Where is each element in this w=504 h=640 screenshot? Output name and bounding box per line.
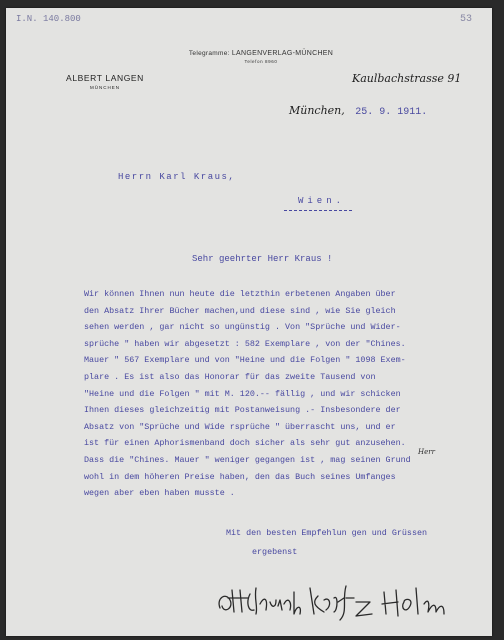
closing: Mit den besten Empfehlun gen und Grüssen <box>226 528 428 538</box>
body-line: ist für einen Aphorismenband doch sicher als sehr gut anzusehen. <box>84 438 406 449</box>
closing-2: ergebenst <box>252 547 298 557</box>
place-date <box>289 101 427 119</box>
body-line: Absatz von "Sprüche und Wide rsprüche " überrascht uns, und er <box>84 421 396 432</box>
telegram-address: LANGENVERLAG-MÜNCHEN <box>231 50 334 57</box>
body-line: Ihnen dieses gleichzeitig mit Postanweisung .- Insbesondere der <box>84 405 401 416</box>
street-address: Kaulbachstrasse 91 <box>352 72 462 85</box>
salutation: Sehr geehrter Herr Kraus ! <box>192 254 333 264</box>
body-line: Dass die "Chines. Mauer " weniger gegangen ist , mag seinen Grund <box>84 454 411 465</box>
body-line: sehen werden , gar nicht so ungünstig . Von "Sprüche und Wider- <box>84 322 401 333</box>
body-line: Mauer " 567 Exemplare und von "Heine und die Folgen " 1098 Exem- <box>84 355 406 366</box>
place: München, <box>289 104 345 117</box>
body-line: wegen aber eben haben musste . <box>84 488 235 499</box>
page-number: 53 <box>459 14 472 25</box>
letter-date: 25. 9. 1911. <box>355 107 428 118</box>
letter-body <box>84 289 411 505</box>
signature <box>214 576 474 626</box>
recipient-city: Wien. <box>298 196 346 206</box>
body-line: den Absatz Ihrer Bücher machen,und diese sind , wie Sie gleich <box>84 305 396 316</box>
recipient: Herrn Karl Kraus, <box>118 172 236 182</box>
body-line: Wir können Ihnen nun heute die letzthin erbetenen Angaben über <box>84 289 396 299</box>
publisher-name: ALBERT LANGEN <box>66 73 144 83</box>
publisher-block <box>60 73 150 90</box>
archive-stamp: I.N. 140.800 <box>16 14 81 24</box>
telegram-label: Telegramme: <box>188 50 230 57</box>
letterhead-telegram <box>146 50 376 64</box>
publisher-city: MÜNCHEN <box>90 85 120 90</box>
phone-number: Telefon 8960 <box>244 59 278 64</box>
body-line: plare . Es ist also das Honorar für das zweite Tausend von <box>84 371 376 382</box>
body-line: "Heine und die Folgen " mit M. 120.-- fällig , und wir schicken <box>84 388 401 399</box>
letter-page <box>6 8 492 636</box>
city-underline <box>284 210 352 211</box>
body-line: sprüche " haben wir abgesetzt : 582 Exemplare , von der "Chines. <box>84 338 406 349</box>
handwritten-note: Herr <box>418 448 435 456</box>
body-line: wohl in dem höheren Preise haben, den das Buch seines Umfanges <box>84 471 396 482</box>
